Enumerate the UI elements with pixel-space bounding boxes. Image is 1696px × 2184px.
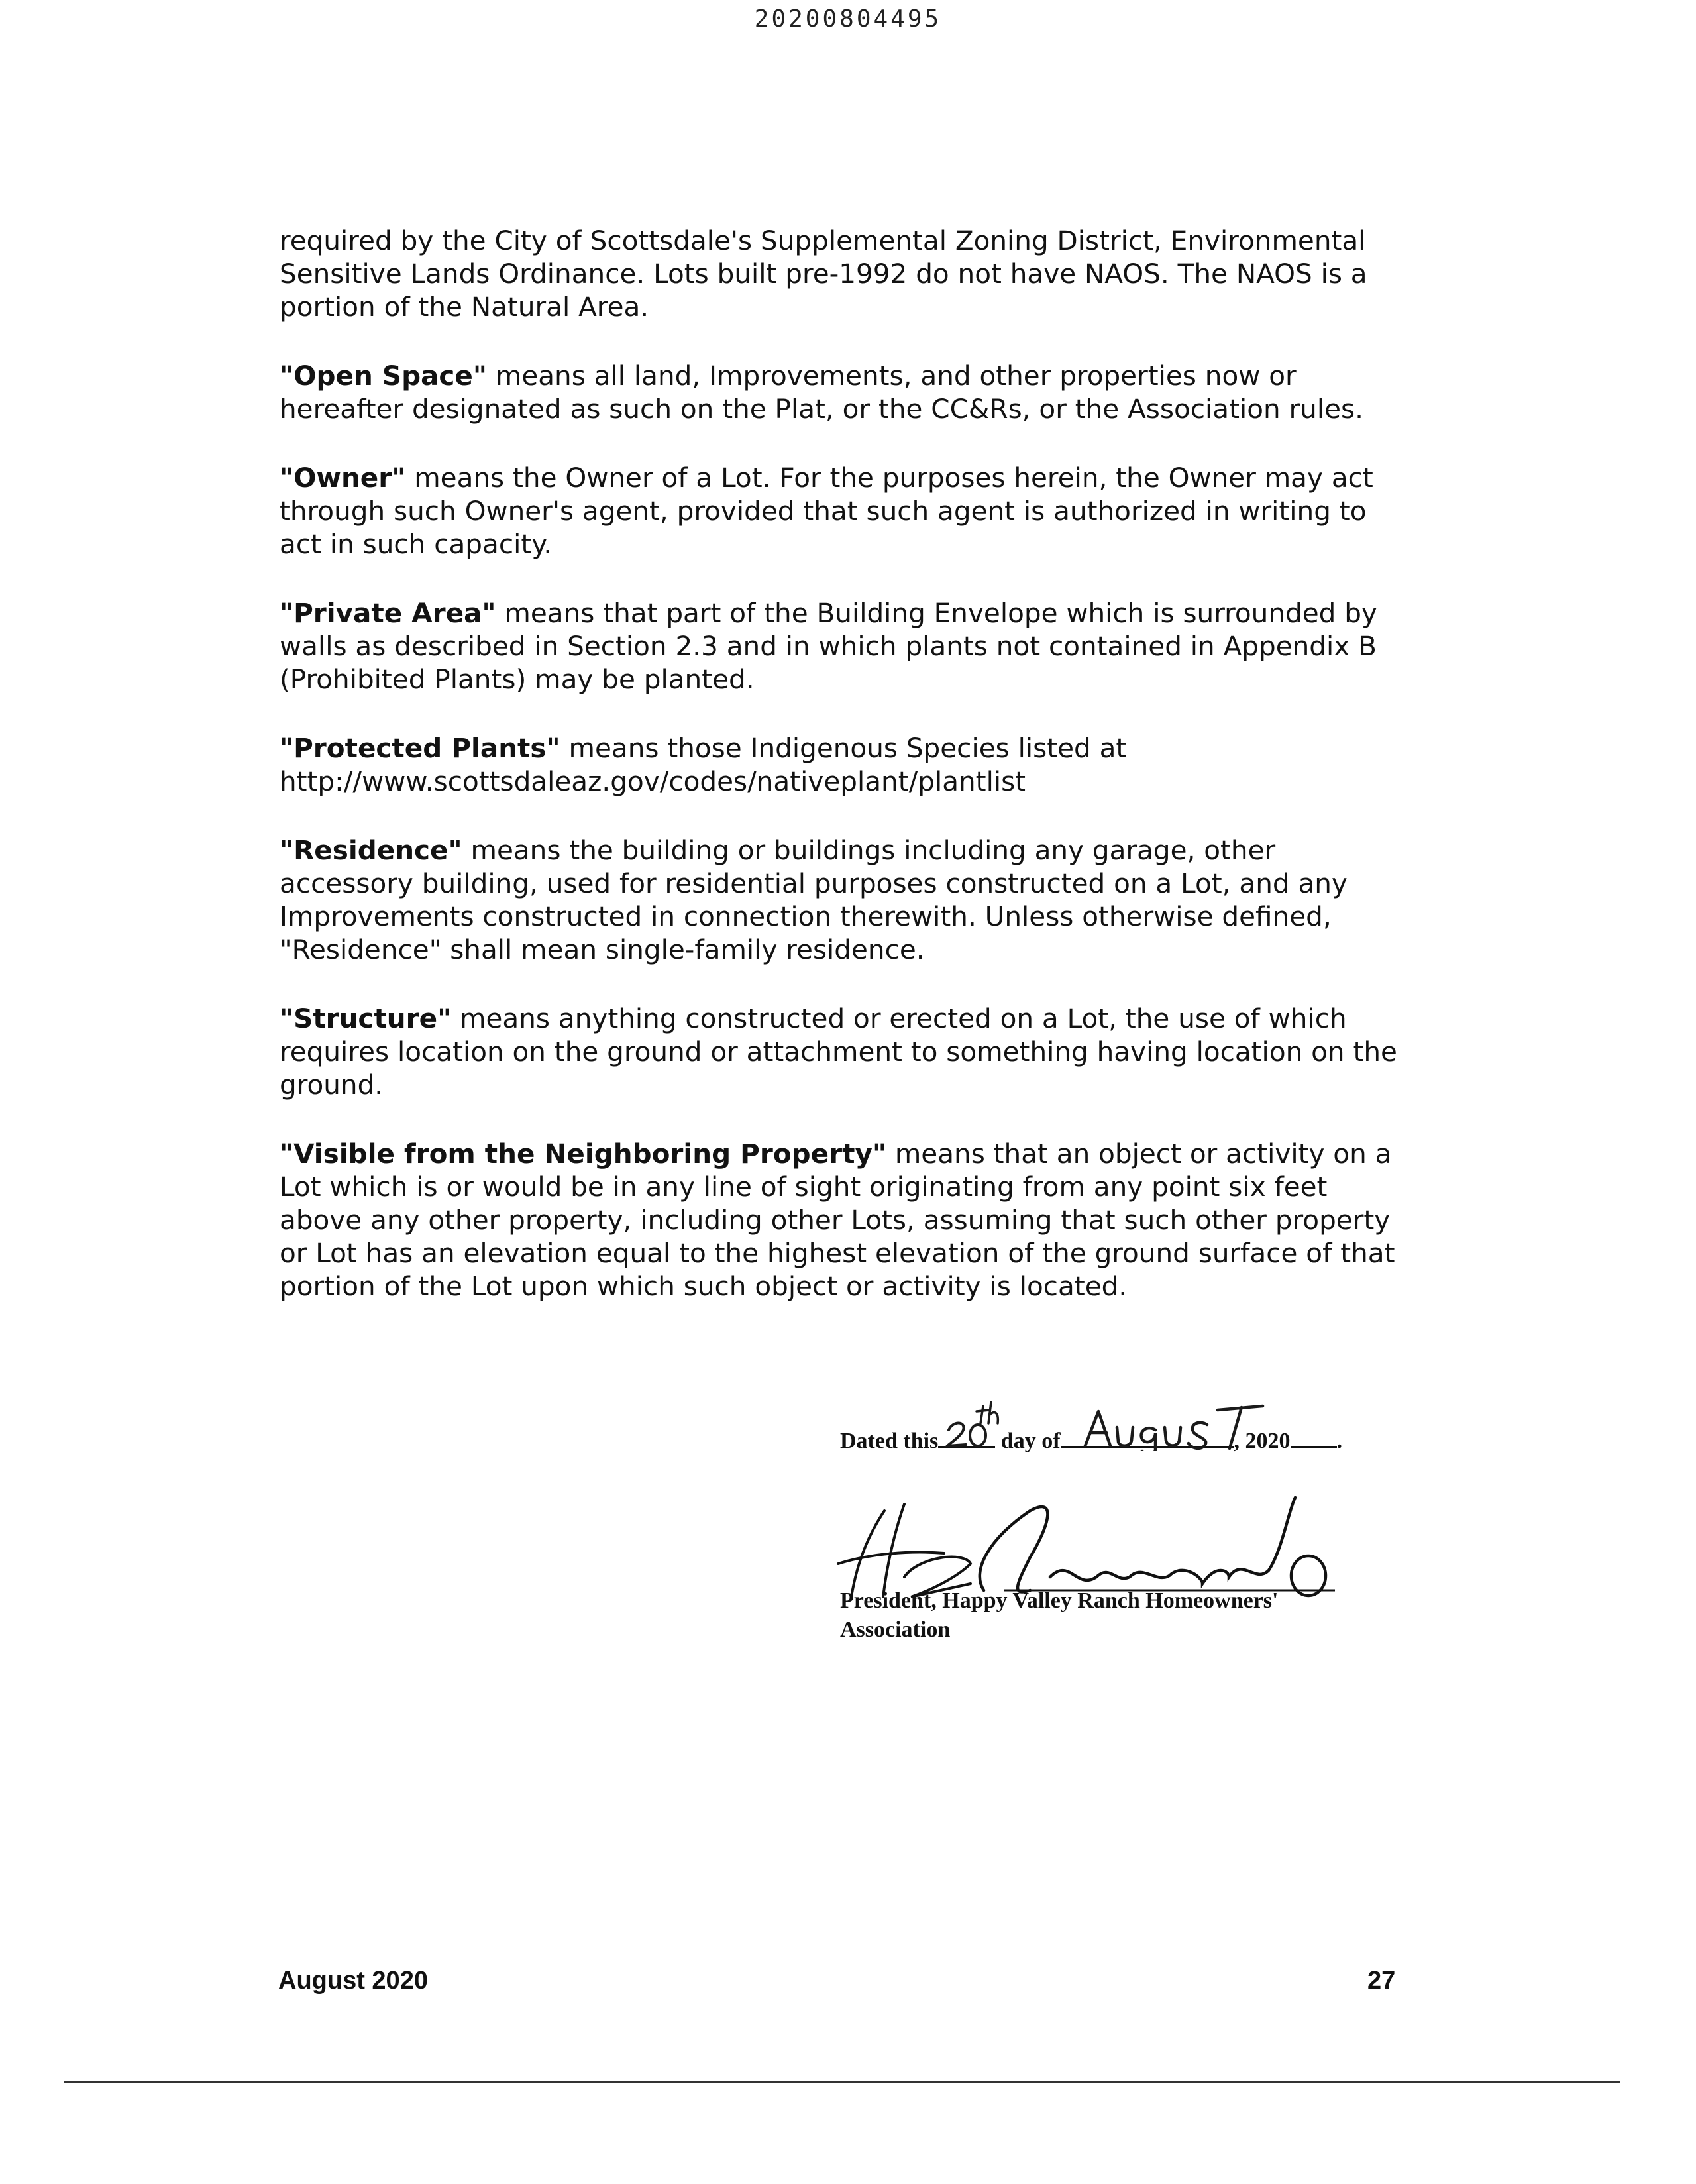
definition-paragraph-open-space: [280, 359, 1406, 425]
definition-text: required by the City of Scottsdale's Supplemental Zoning District, Environmental Sensitive Lands Ordinance. Lots built pre-1992 do not have NAOS. The NAOS is a portion of the Natural Area.: [280, 225, 1367, 323]
signer-title: [840, 1586, 1278, 1645]
definition-term: "Residence": [280, 834, 462, 866]
footer-divider: [64, 2081, 1620, 2083]
dated-prefix: Dated this: [840, 1429, 939, 1453]
definition-paragraph-naos: [280, 224, 1406, 323]
signature: [831, 1484, 1335, 1604]
year-suffix: , 2020: [1234, 1429, 1291, 1453]
definition-text: means the Owner of a Lot. For the purposes herein, the Owner may act through such Owner's agent, provided that such agent is authorized in writing to act in such capacity.: [280, 462, 1373, 560]
definition-text: means those Indigenous Species listed at http://www.scottsdaleaz.gov/codes/nativeplant/plantlist: [280, 732, 1127, 797]
definition-text: means anything constructed or erected on a Lot, the use of which requires location on the ground or attachment to something having location on the ground.: [280, 1003, 1397, 1101]
definitions-body: [280, 224, 1406, 1338]
definition-term: "Private Area": [280, 597, 496, 629]
page-number: 27: [1367, 1967, 1396, 1994]
definition-paragraph-owner: [280, 461, 1406, 561]
definition-term: "Structure": [280, 1003, 452, 1034]
definition-term: "Protected Plants": [280, 732, 560, 764]
day-of-label: day of: [1000, 1429, 1061, 1453]
definition-term: "Visible from the Neighboring Property": [280, 1138, 886, 1170]
signer-title-line2: Association: [840, 1617, 951, 1642]
definition-text: means the building or buildings including any garage, other accessory building, used for residential purposes constructed on a Lot, and any Improvements constructed in connection therewith. Unless otherwise defined, "Residence" shall mean single-family residence.: [280, 834, 1348, 965]
dated-period: .: [1336, 1429, 1343, 1453]
definition-text: means all land, Improvements, and other properties now or hereafter designated as such on the Plat, or the CC&Rs, or the Association rules.: [280, 360, 1363, 425]
definition-paragraph-residence: [280, 834, 1406, 966]
definition-term: "Open Space": [280, 360, 487, 392]
handwritten-month-august: [1083, 1398, 1268, 1451]
definition-text: means that an object or activity on a Lot which is or would be in any line of sight originating from any point six feet above any other property, including other Lots, assuming that such other property or Lot has an elevation equal to the highest elevation of the ground surface of that portion of the Lot upon which such object or activity is located.: [280, 1138, 1395, 1302]
definition-paragraph-private-area: [280, 596, 1406, 696]
recording-number: 20200804495: [754, 5, 942, 32]
definition-paragraph-protected-plants: [280, 732, 1406, 798]
definition-paragraph-structure: [280, 1002, 1406, 1101]
definition-paragraph-visible: [280, 1137, 1406, 1303]
handwritten-day-20th: [943, 1397, 1003, 1450]
definition-term: "Owner": [280, 462, 406, 494]
signer-title-line1: President, Happy Valley Ranch Homeowners': [840, 1588, 1279, 1613]
footer-date: August 2020: [278, 1967, 428, 1994]
trailing-blank: [1291, 1426, 1337, 1448]
definition-text: means that part of the Building Envelope which is surrounded by walls as described in Section 2.3 and in which plants not contained in Appendix B (Prohibited Plants) may be planted.: [280, 597, 1377, 695]
